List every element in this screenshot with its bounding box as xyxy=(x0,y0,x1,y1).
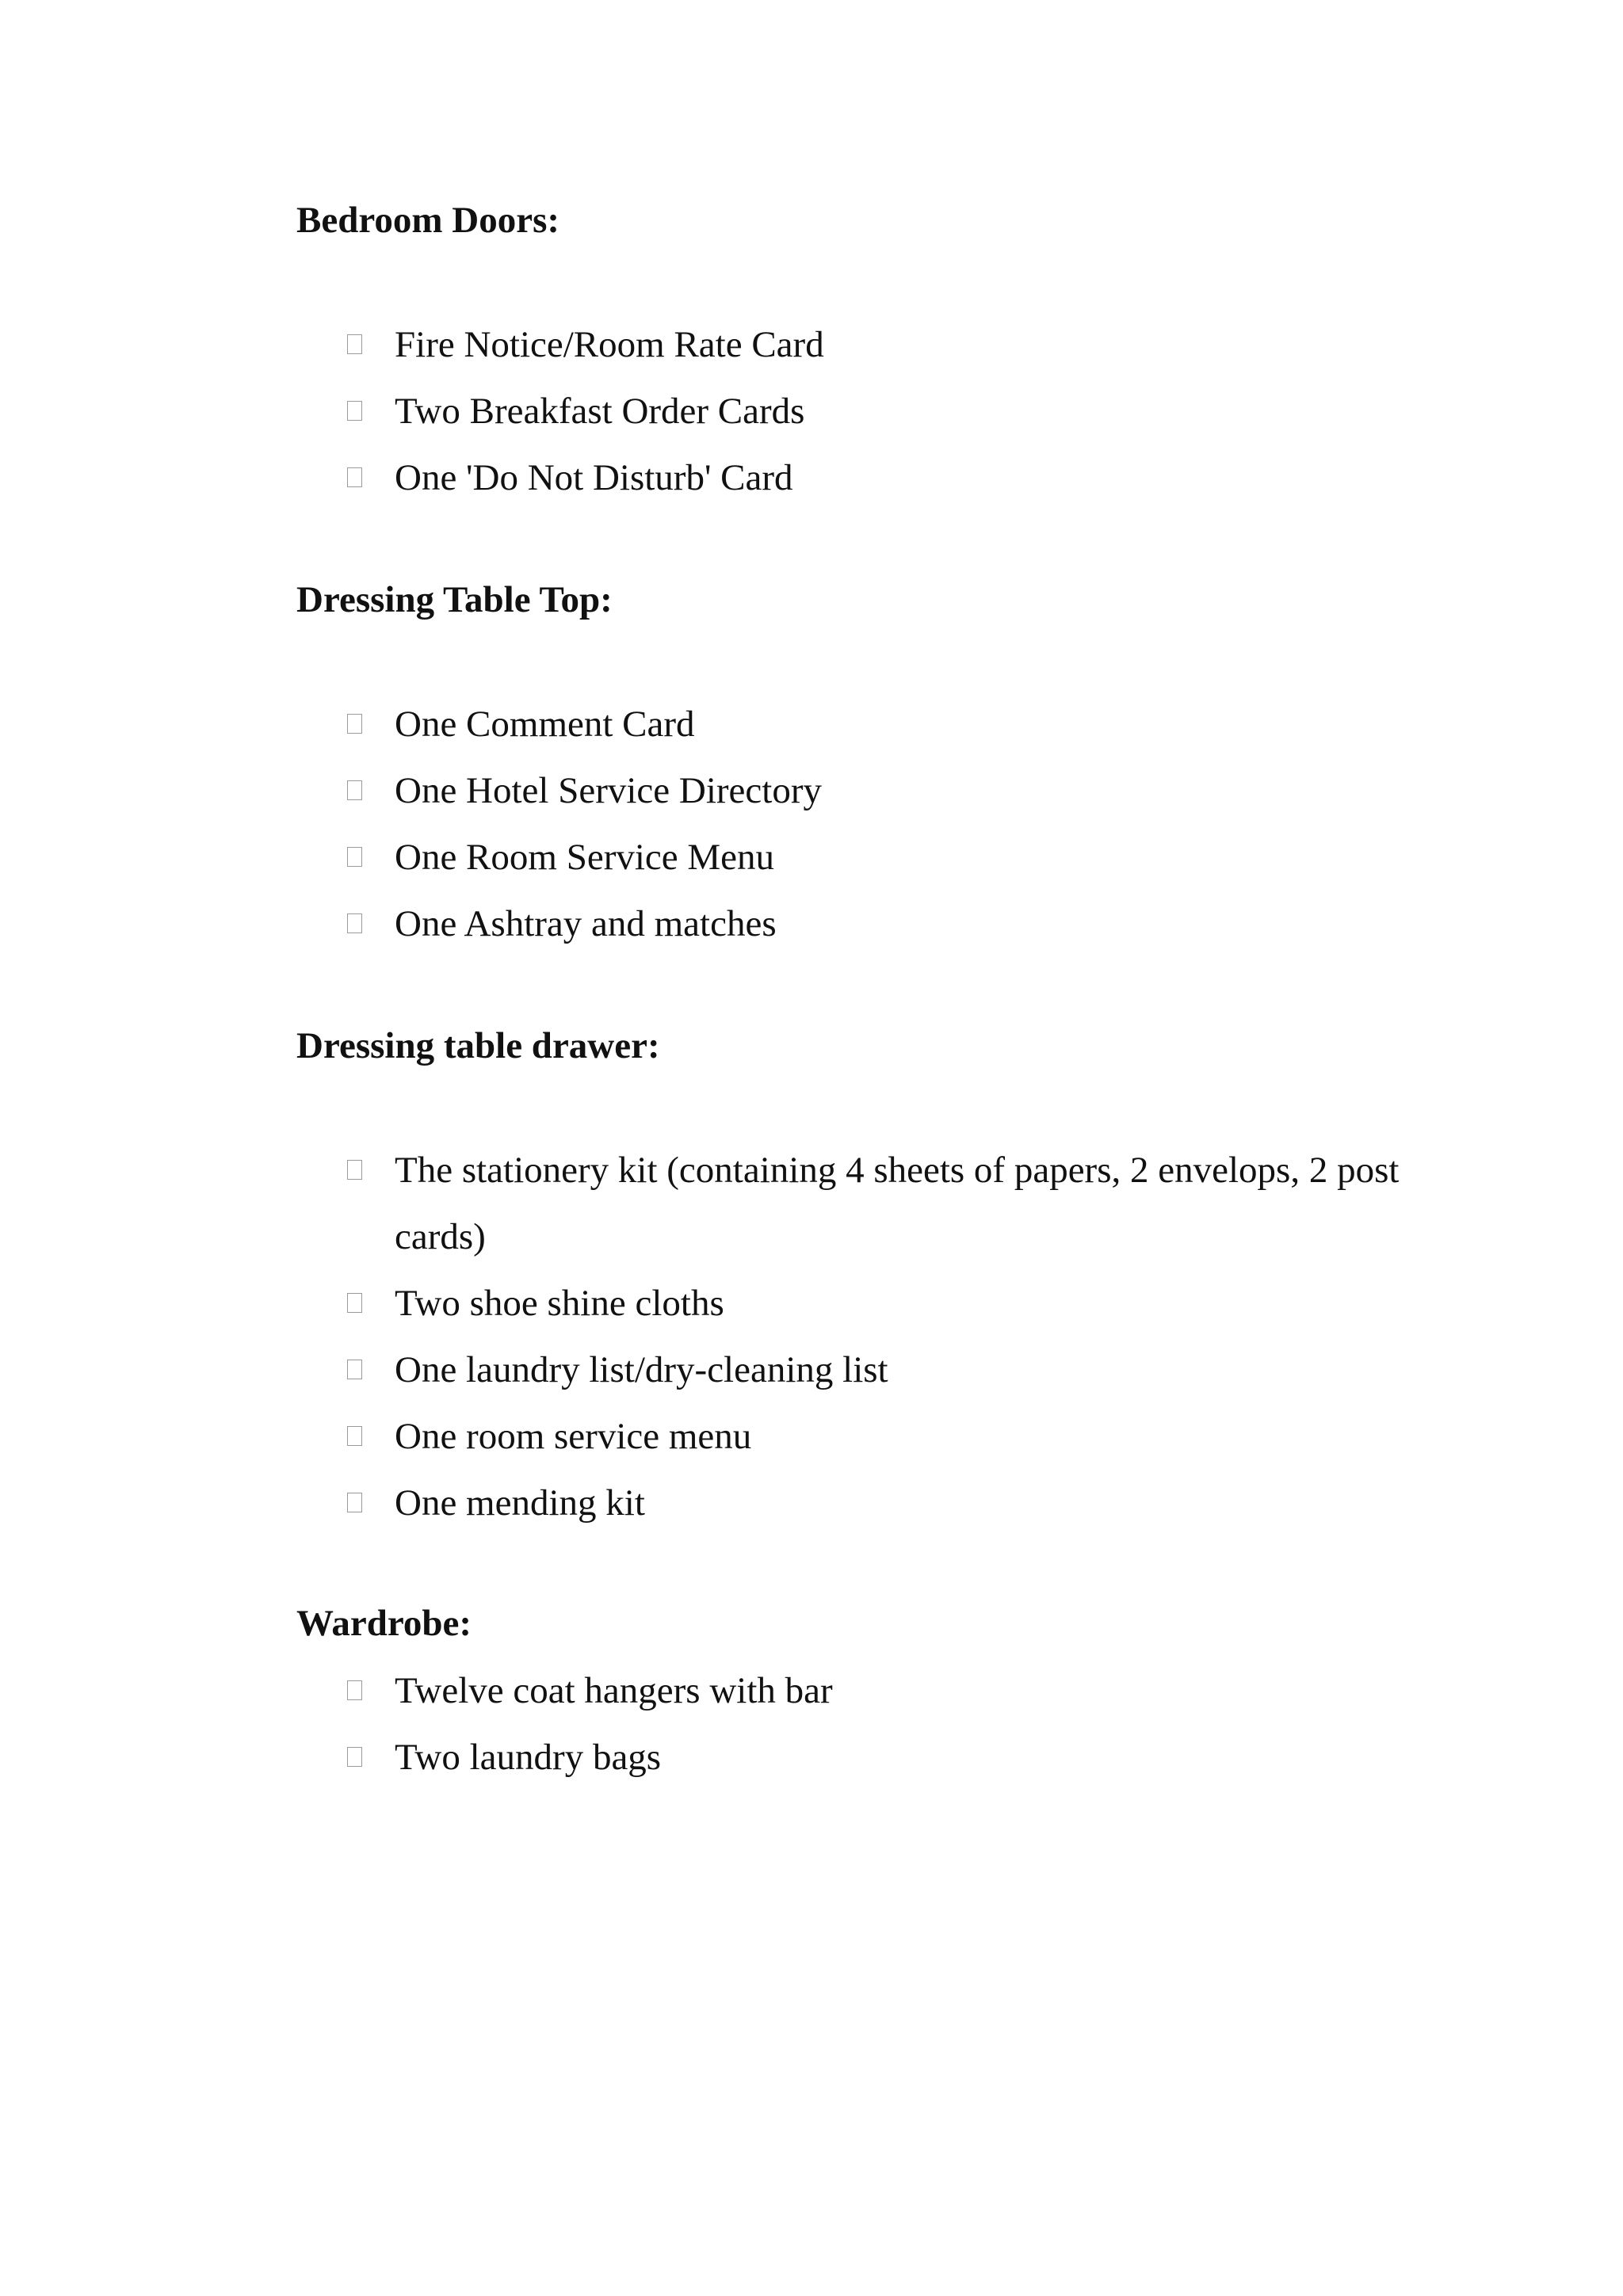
list-item xyxy=(347,1137,1496,1270)
list-item xyxy=(347,378,1488,444)
list-item-text: One mending kit xyxy=(395,1482,645,1524)
list-item-text: One laundry list/dry-cleaning list xyxy=(395,1349,888,1390)
list-item-text: Twelve coat hangers with bar xyxy=(395,1670,833,1711)
list-item-text: One Comment Card xyxy=(395,704,695,745)
checkbox-icon xyxy=(347,334,362,354)
list-item-text: One Hotel Service Directory xyxy=(395,770,822,811)
checkbox-icon xyxy=(347,467,362,487)
checkbox-icon xyxy=(347,1426,362,1446)
list-item xyxy=(347,1724,1488,1791)
list-item-text: One room service menu xyxy=(395,1416,752,1457)
list-item xyxy=(347,444,1488,511)
list-item xyxy=(347,1270,1488,1337)
checkbox-icon xyxy=(347,1747,362,1767)
checkbox-icon xyxy=(347,714,362,734)
list-item xyxy=(347,1403,1488,1470)
checkbox-icon xyxy=(347,1160,362,1180)
checkbox-icon xyxy=(347,847,362,867)
list-item-text: Two shoe shine cloths xyxy=(395,1283,724,1324)
list-item-text: One Room Service Menu xyxy=(395,837,775,878)
list-item xyxy=(347,1657,1488,1724)
checkbox-icon xyxy=(347,1293,362,1313)
list-item xyxy=(347,824,1488,891)
section-heading: Dressing Table Top: xyxy=(296,579,613,620)
section-heading: Dressing table drawer: xyxy=(296,1025,660,1066)
section-heading: Bedroom Doors: xyxy=(296,200,560,241)
list-item-text: Two laundry bags xyxy=(395,1737,662,1778)
list-item xyxy=(347,757,1488,824)
checkbox-icon xyxy=(347,401,362,421)
checkbox-icon xyxy=(347,780,362,800)
list-item xyxy=(347,311,1488,378)
list-item xyxy=(347,691,1488,757)
list-item-text: Fire Notice/Room Rate Card xyxy=(395,324,824,365)
list-item xyxy=(347,1337,1488,1403)
list-item-text: Two Breakfast Order Cards xyxy=(395,391,805,432)
checkbox-icon xyxy=(347,1493,362,1512)
list-item-text: The stationery kit (containing 4 sheets of papers, 2 envelops, 2 post cards) xyxy=(395,1150,1400,1257)
list-item xyxy=(347,891,1488,957)
list-item-text: One 'Do Not Disturb' Card xyxy=(395,457,793,498)
checkbox-icon xyxy=(347,1360,362,1379)
checkbox-icon xyxy=(347,913,362,933)
list-item-text: One Ashtray and matches xyxy=(395,903,777,944)
list-item xyxy=(347,1470,1488,1536)
section-heading: Wardrobe: xyxy=(296,1603,472,1644)
checkbox-icon xyxy=(347,1680,362,1700)
